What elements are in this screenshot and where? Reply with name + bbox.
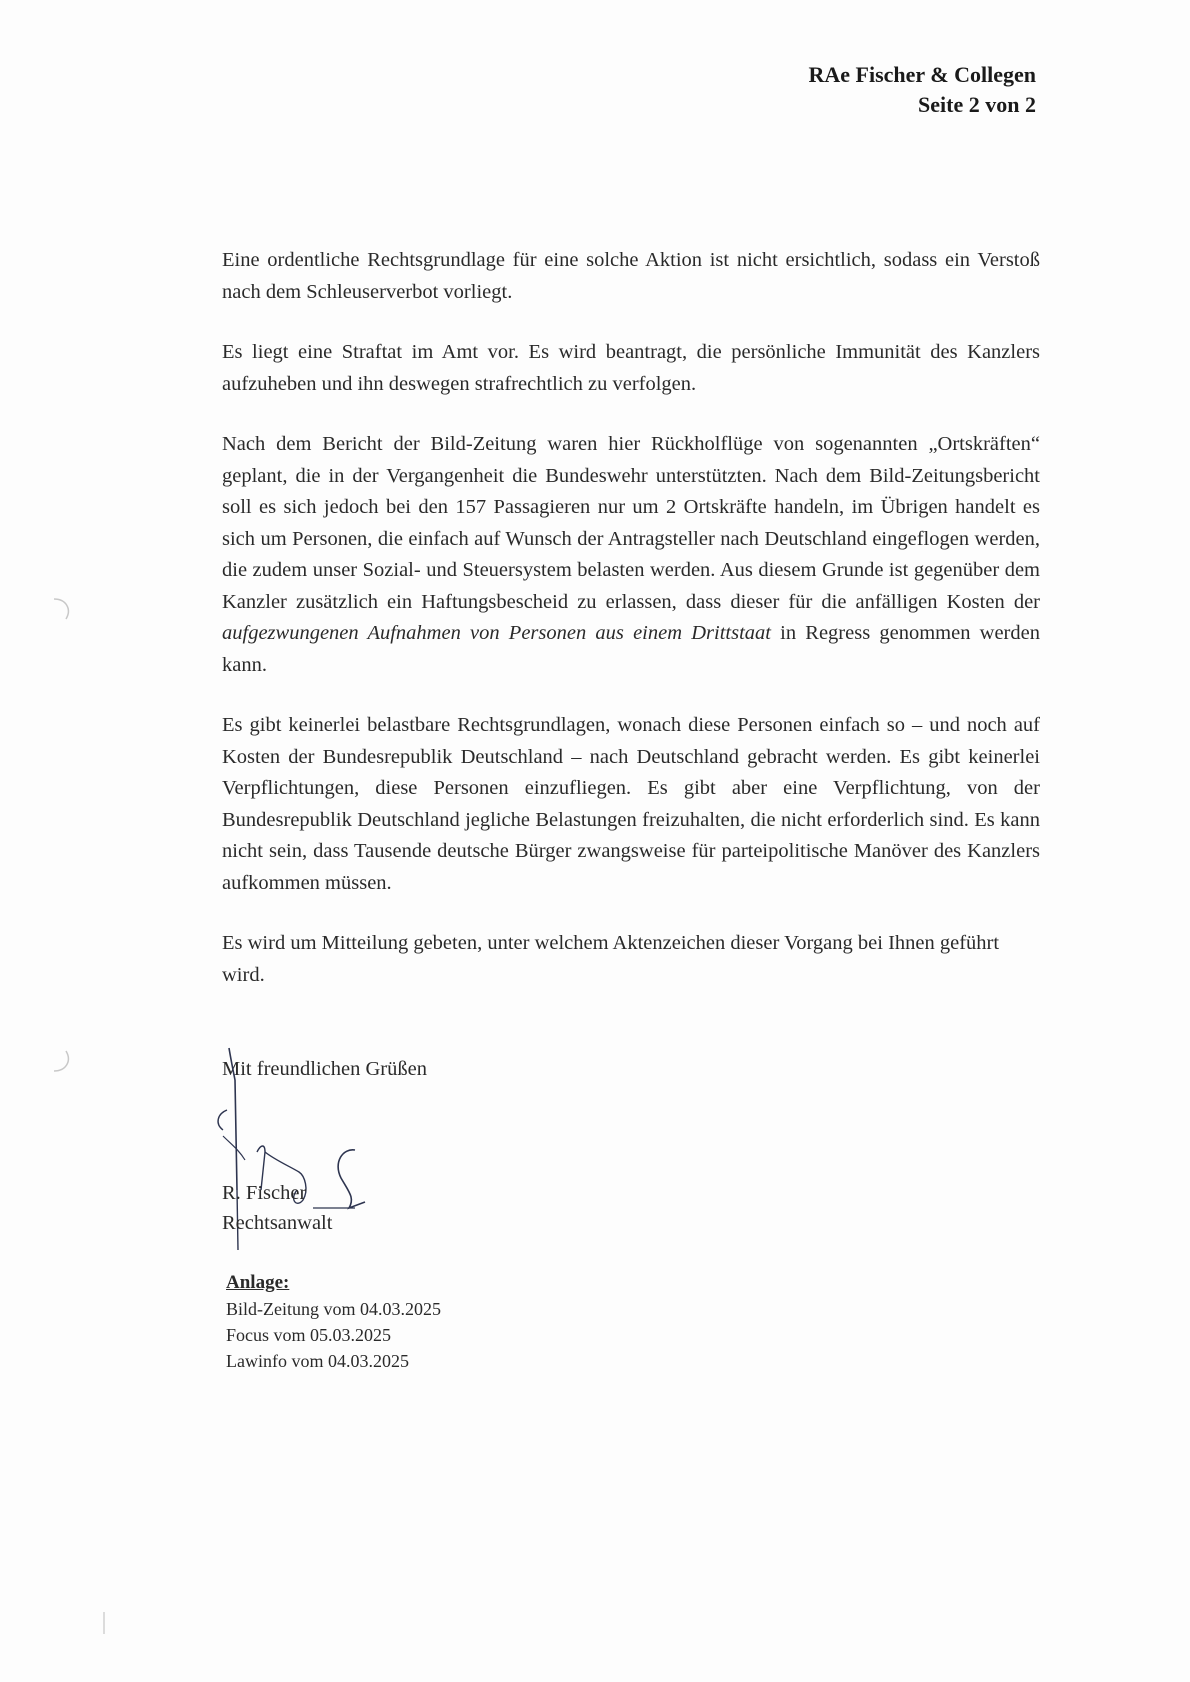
attachments-title: Anlage:	[226, 1272, 290, 1293]
paragraph-bild-report-tail: in Regress genommen werden kann.	[222, 622, 1040, 676]
paragraph-legal-basis: Eine ordentliche Rechtsgrundlage für eine solche Aktion ist nicht ersichtlich, sodass ein Verstoß nach dem Schleuserverbot vorliegt.	[222, 249, 1040, 303]
paragraph-no-legal-basis: Es gibt keinerlei belastbare Rechtsgrundlagen, wonach diese Personen einfach so – und noch auf Kosten der Bundesrepublik Deutschland – nach Deutschland gebracht werden. Es gibt keinerlei Verpflichtungen, diese Personen einzufliegen. Es gibt aber eine Verpflichtung, von der Bundesrepublik Deutschland jegliche Belastungen freizuhalten, die nicht erforderlich sind. Es kann nicht sein, dass Tausende deutsche Bürger zwangsweise für parteipolitische Manöver des Kanzlers aufkommen müssen.	[222, 714, 1040, 894]
attachments-block	[226, 1270, 441, 1374]
letter-body	[222, 245, 1040, 1020]
letterhead	[809, 60, 1037, 120]
attachment-item: Bild-Zeitung vom 04.03.2025	[226, 1299, 441, 1319]
attachment-item: Lawinfo vom 04.03.2025	[226, 1351, 409, 1371]
paragraph-reference-request: Es wird um Mitteilung gebeten, unter welchem Aktenzeichen dieser Vorgang bei Ihnen geführt wird.	[222, 932, 1000, 986]
signer-role: Rechtsanwalt	[222, 1212, 333, 1234]
scan-mark	[103, 1612, 105, 1634]
attachment-item: Focus vom 05.03.2025	[226, 1325, 392, 1345]
signer-block	[222, 1178, 332, 1238]
page-number: Seite 2 von 2	[918, 92, 1036, 117]
firm-name: RAe Fischer & Collegen	[808, 62, 1036, 87]
punch-hole-mark	[48, 1047, 74, 1075]
paragraph-bild-report-text: Nach dem Bericht der Bild-Zeitung waren hier Rückholflüge von sogenannten „Ortskräften“ geplant, die in der Vergangenheit die Bundeswehr unterstützten. Nach dem Bild-Zeitungsbericht soll es sich jedoch bei den 157 Passagieren nur um 2 Ortskräfte handeln, im Übrigen handelt es sich um Personen, die einfach auf Wunsch der Antragsteller nach Deutschland eingeflogen werden, die zudem unser Sozial- und Steuersystem belasten werden. Aus diesem Grunde ist gegenüber dem Kanzler zusätzlich ein Haftungsbescheid zu erlassen, dass dieser für die anfälligen Kosten der	[222, 433, 1040, 613]
signer-name: R. Fischer	[222, 1182, 307, 1204]
paragraph-bild-report	[222, 429, 1040, 681]
paragraph-emphasis: aufgezwungenen Aufnahmen von Personen aus einem Drittstaat	[222, 622, 771, 644]
paragraph-criminal-offence: Es liegt eine Straftat im Amt vor. Es wird beantragt, die persönliche Immunität des Kanzlers aufzuheben und ihn deswegen strafrechtlich zu verfolgen.	[222, 341, 1040, 395]
closing-greeting: Mit freundlichen Grüßen	[222, 1058, 427, 1080]
punch-hole-mark	[48, 595, 74, 623]
